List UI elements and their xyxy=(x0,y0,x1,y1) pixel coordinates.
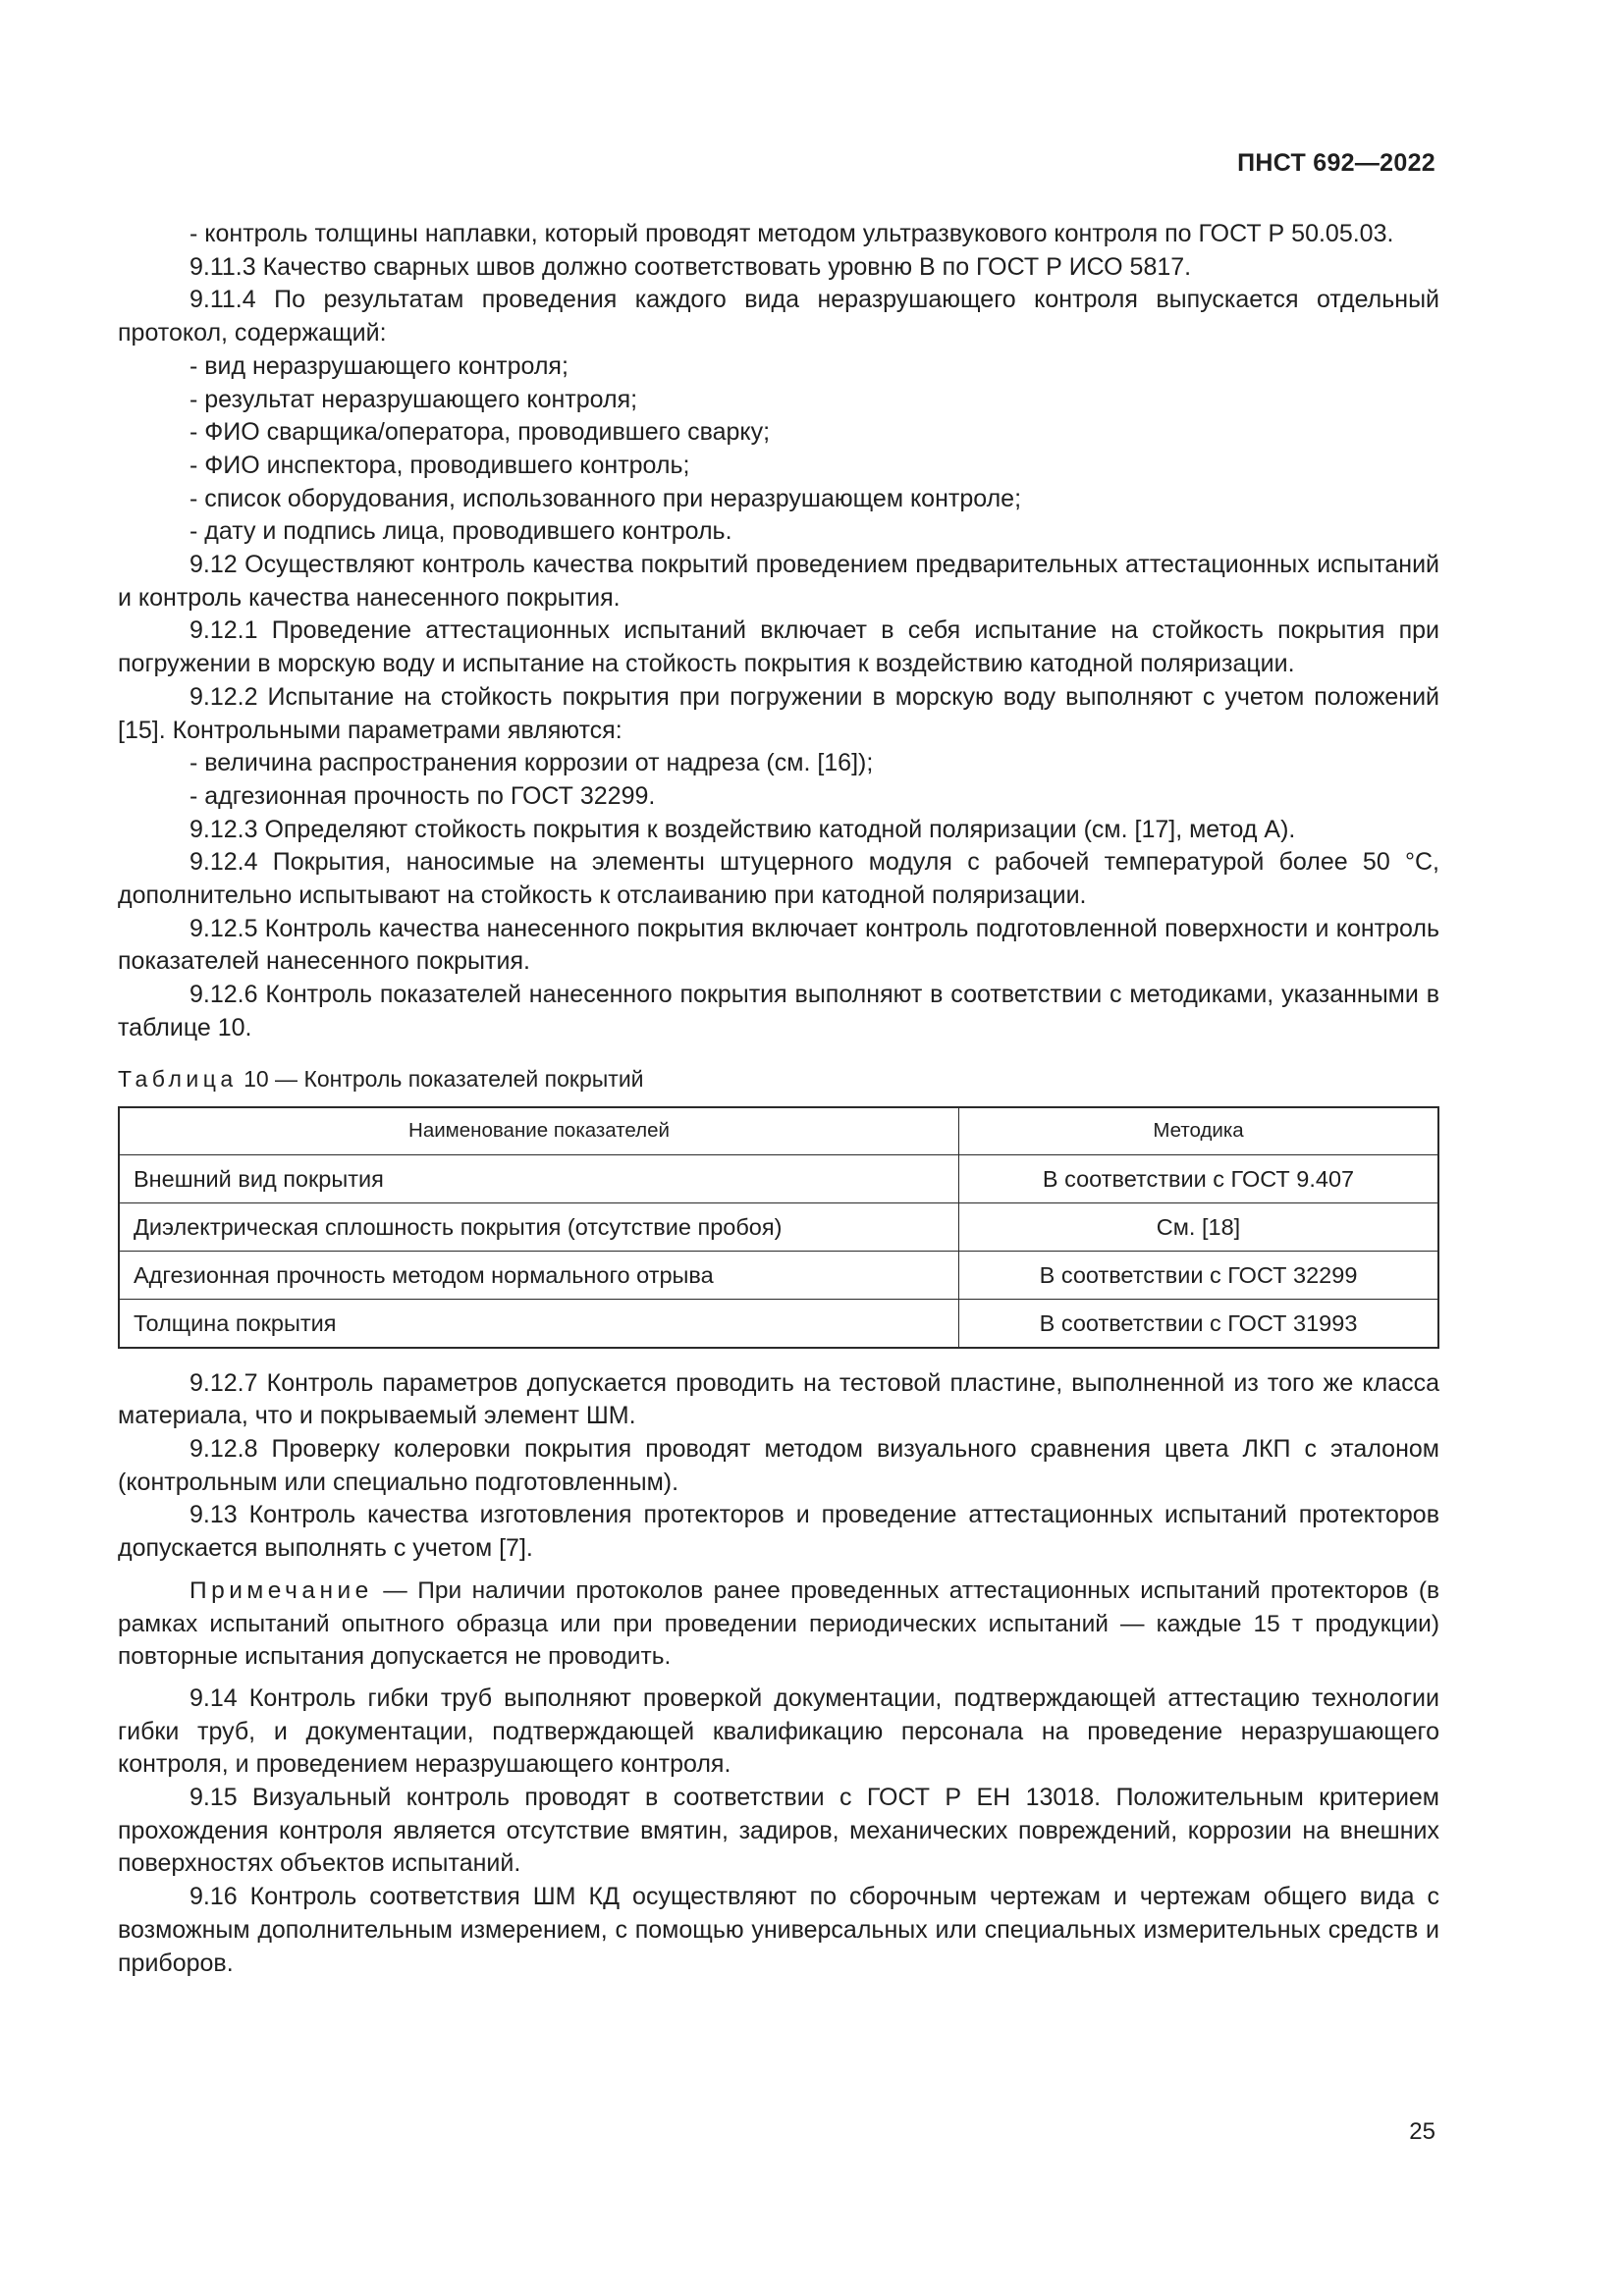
list-item: - результат неразрушающего контроля; xyxy=(189,385,638,413)
column-header-method: Методика xyxy=(959,1107,1439,1155)
document-code: ПНСТ 692—2022 xyxy=(1237,149,1435,177)
table-row xyxy=(119,1202,1438,1251)
list-item: - список оборудования, использованного при неразрушающем контроле; xyxy=(189,484,1022,512)
protocol-list xyxy=(118,350,1439,549)
paragraph-9-12-6: 9.12.6 Контроль показателей нанесенного покрытия выполняют в соответствии с методиками, указанными в таблице 10. xyxy=(118,981,1439,1041)
paragraph-9-12-1: 9.12.1 Проведение аттестационных испытаний включает в себя испытание на стойкость покрытия при погружении в морскую воду и испытание на стойкость покрытия к воздействию катодной поляризации. xyxy=(118,616,1439,678)
table-cell-method: См. [18] xyxy=(959,1202,1439,1251)
paragraph-9-12-3: 9.12.3 Определяют стойкость покрытия к воздействию катодной поляризации (см. [17], метод А). xyxy=(189,815,1296,843)
document-body xyxy=(118,218,1439,1980)
table-cell-method: В соответствии с ГОСТ 9.407 xyxy=(959,1154,1439,1202)
list-item: - вид неразрушающего контроля; xyxy=(189,351,568,380)
list-item: - ФИО сварщика/оператора, проводившего сварку; xyxy=(189,418,771,447)
coating-indicators-table xyxy=(118,1106,1439,1349)
page-number: 25 xyxy=(1409,2118,1435,2145)
list-item: - адгезионная прочность по ГОСТ 32299. xyxy=(189,781,656,810)
parameter-list xyxy=(118,747,1439,813)
paragraph-9-12-4: 9.12.4 Покрытия, наносимые на элементы штуцерного модуля с рабочей температурой более 50 °С, дополнительно испытывают на стойкость к отслаиванию при катодной поляризации. xyxy=(118,848,1439,910)
table-caption xyxy=(118,1064,1439,1094)
paragraph-9-12: 9.12 Осуществляют контроль качества покрытий проведением предварительных аттестационных испытаний и контроль качества нанесенного покрытия. xyxy=(118,551,1439,612)
table-cell-indicator: Адгезионная прочность методом нормального отрыва xyxy=(119,1251,959,1299)
table-cell-indicator: Внешний вид покрытия xyxy=(119,1154,959,1202)
note xyxy=(118,1575,1439,1674)
table-caption-title: 10 — Контроль показателей покрытий xyxy=(237,1065,644,1092)
paragraph-9-12-5: 9.12.5 Контроль качества нанесенного покрытия включает контроль подготовленной поверхности и контроль показателей нанесенного покрытия. xyxy=(118,914,1439,976)
paragraph-9-12-7: 9.12.7 Контроль параметров допускается проводить на тестовой пластине, выполненной из того же класса материала, что и покрываемый элемент ШМ. xyxy=(118,1368,1439,1430)
paragraph-weld-thickness: - контроль толщины наплавки, который проводят методом ультразвукового контроля по ГОСТ Р 50.05.03. xyxy=(189,220,1394,247)
note-text: — При наличии протоколов ранее проведенных аттестационных испытаний протекторов (в рамках испытаний опытного образца или при проведении периодических испытаний — каждые 15 т продукции) повторные испытания допускается не проводить. xyxy=(118,1576,1439,1671)
table-row xyxy=(119,1251,1438,1299)
paragraph-9-14: 9.14 Контроль гибки труб выполняют проверкой документации, подтверждающей аттестацию технологии гибки труб, и документации, подтверждающей квалификацию персонала на проведение неразрушающего контроля, и проведением неразрушающего контроля. xyxy=(118,1683,1439,1779)
list-item: - дату и подпись лица, проводившего контроль. xyxy=(189,517,732,546)
paragraph-9-11-4: 9.11.4 По результатам проведения каждого вида неразрушающего контроля выпускается отдельный протокол, содержащий: xyxy=(118,286,1439,347)
table-cell-method: В соответствии с ГОСТ 32299 xyxy=(959,1251,1439,1299)
column-header-indicator: Наименование показателей xyxy=(119,1107,959,1155)
table-cell-indicator: Диэлектрическая сплошность покрытия (отсутствие пробоя) xyxy=(119,1202,959,1251)
list-item: - величина распространения коррозии от надреза (см. [16]); xyxy=(189,749,874,777)
note-label: Примечание xyxy=(189,1576,373,1604)
table-row xyxy=(119,1299,1438,1348)
list-item: - ФИО инспектора, проводившего контроль; xyxy=(189,451,690,479)
table-row xyxy=(119,1154,1438,1202)
paragraph-9-13: 9.13 Контроль качества изготовления протекторов и проведение аттестационных испытаний протекторов допускается выполнять с учетом [7]. xyxy=(118,1501,1439,1563)
paragraph-9-12-2: 9.12.2 Испытание на стойкость покрытия при погружении в морскую воду выполняют с учетом положений [15]. Контрольными параметрами являются: xyxy=(118,682,1439,744)
table-cell-indicator: Толщина покрытия xyxy=(119,1299,959,1348)
paragraph-9-11-3: 9.11.3 Качество сварных швов должно соответствовать уровню В по ГОСТ Р ИСО 5817. xyxy=(189,252,1192,281)
paragraph-9-12-8: 9.12.8 Проверку колеровки покрытия проводят методом визуального сравнения цвета ЛКП с эталоном (контрольным или специально подготовленным). xyxy=(118,1434,1439,1496)
paragraph-9-16: 9.16 Контроль соответствия ШМ КД осуществляют по сборочным чертежам и чертежам общего вида с возможным дополнительным измерением, с помощью универсальных или специальных измерительных средств и приборов. xyxy=(118,1883,1439,1977)
table-cell-method: В соответствии с ГОСТ 31993 xyxy=(959,1299,1439,1348)
paragraph-9-15: 9.15 Визуальный контроль проводят в соответствии с ГОСТ Р ЕН 13018. Положительным критерием прохождения контроля является отсутствие вмятин, задиров, механических повреждений, коррозии на внешних поверхностях объектов испытаний. xyxy=(118,1784,1439,1878)
table-header-row xyxy=(119,1107,1438,1155)
table-caption-label: Таблица xyxy=(118,1065,238,1092)
